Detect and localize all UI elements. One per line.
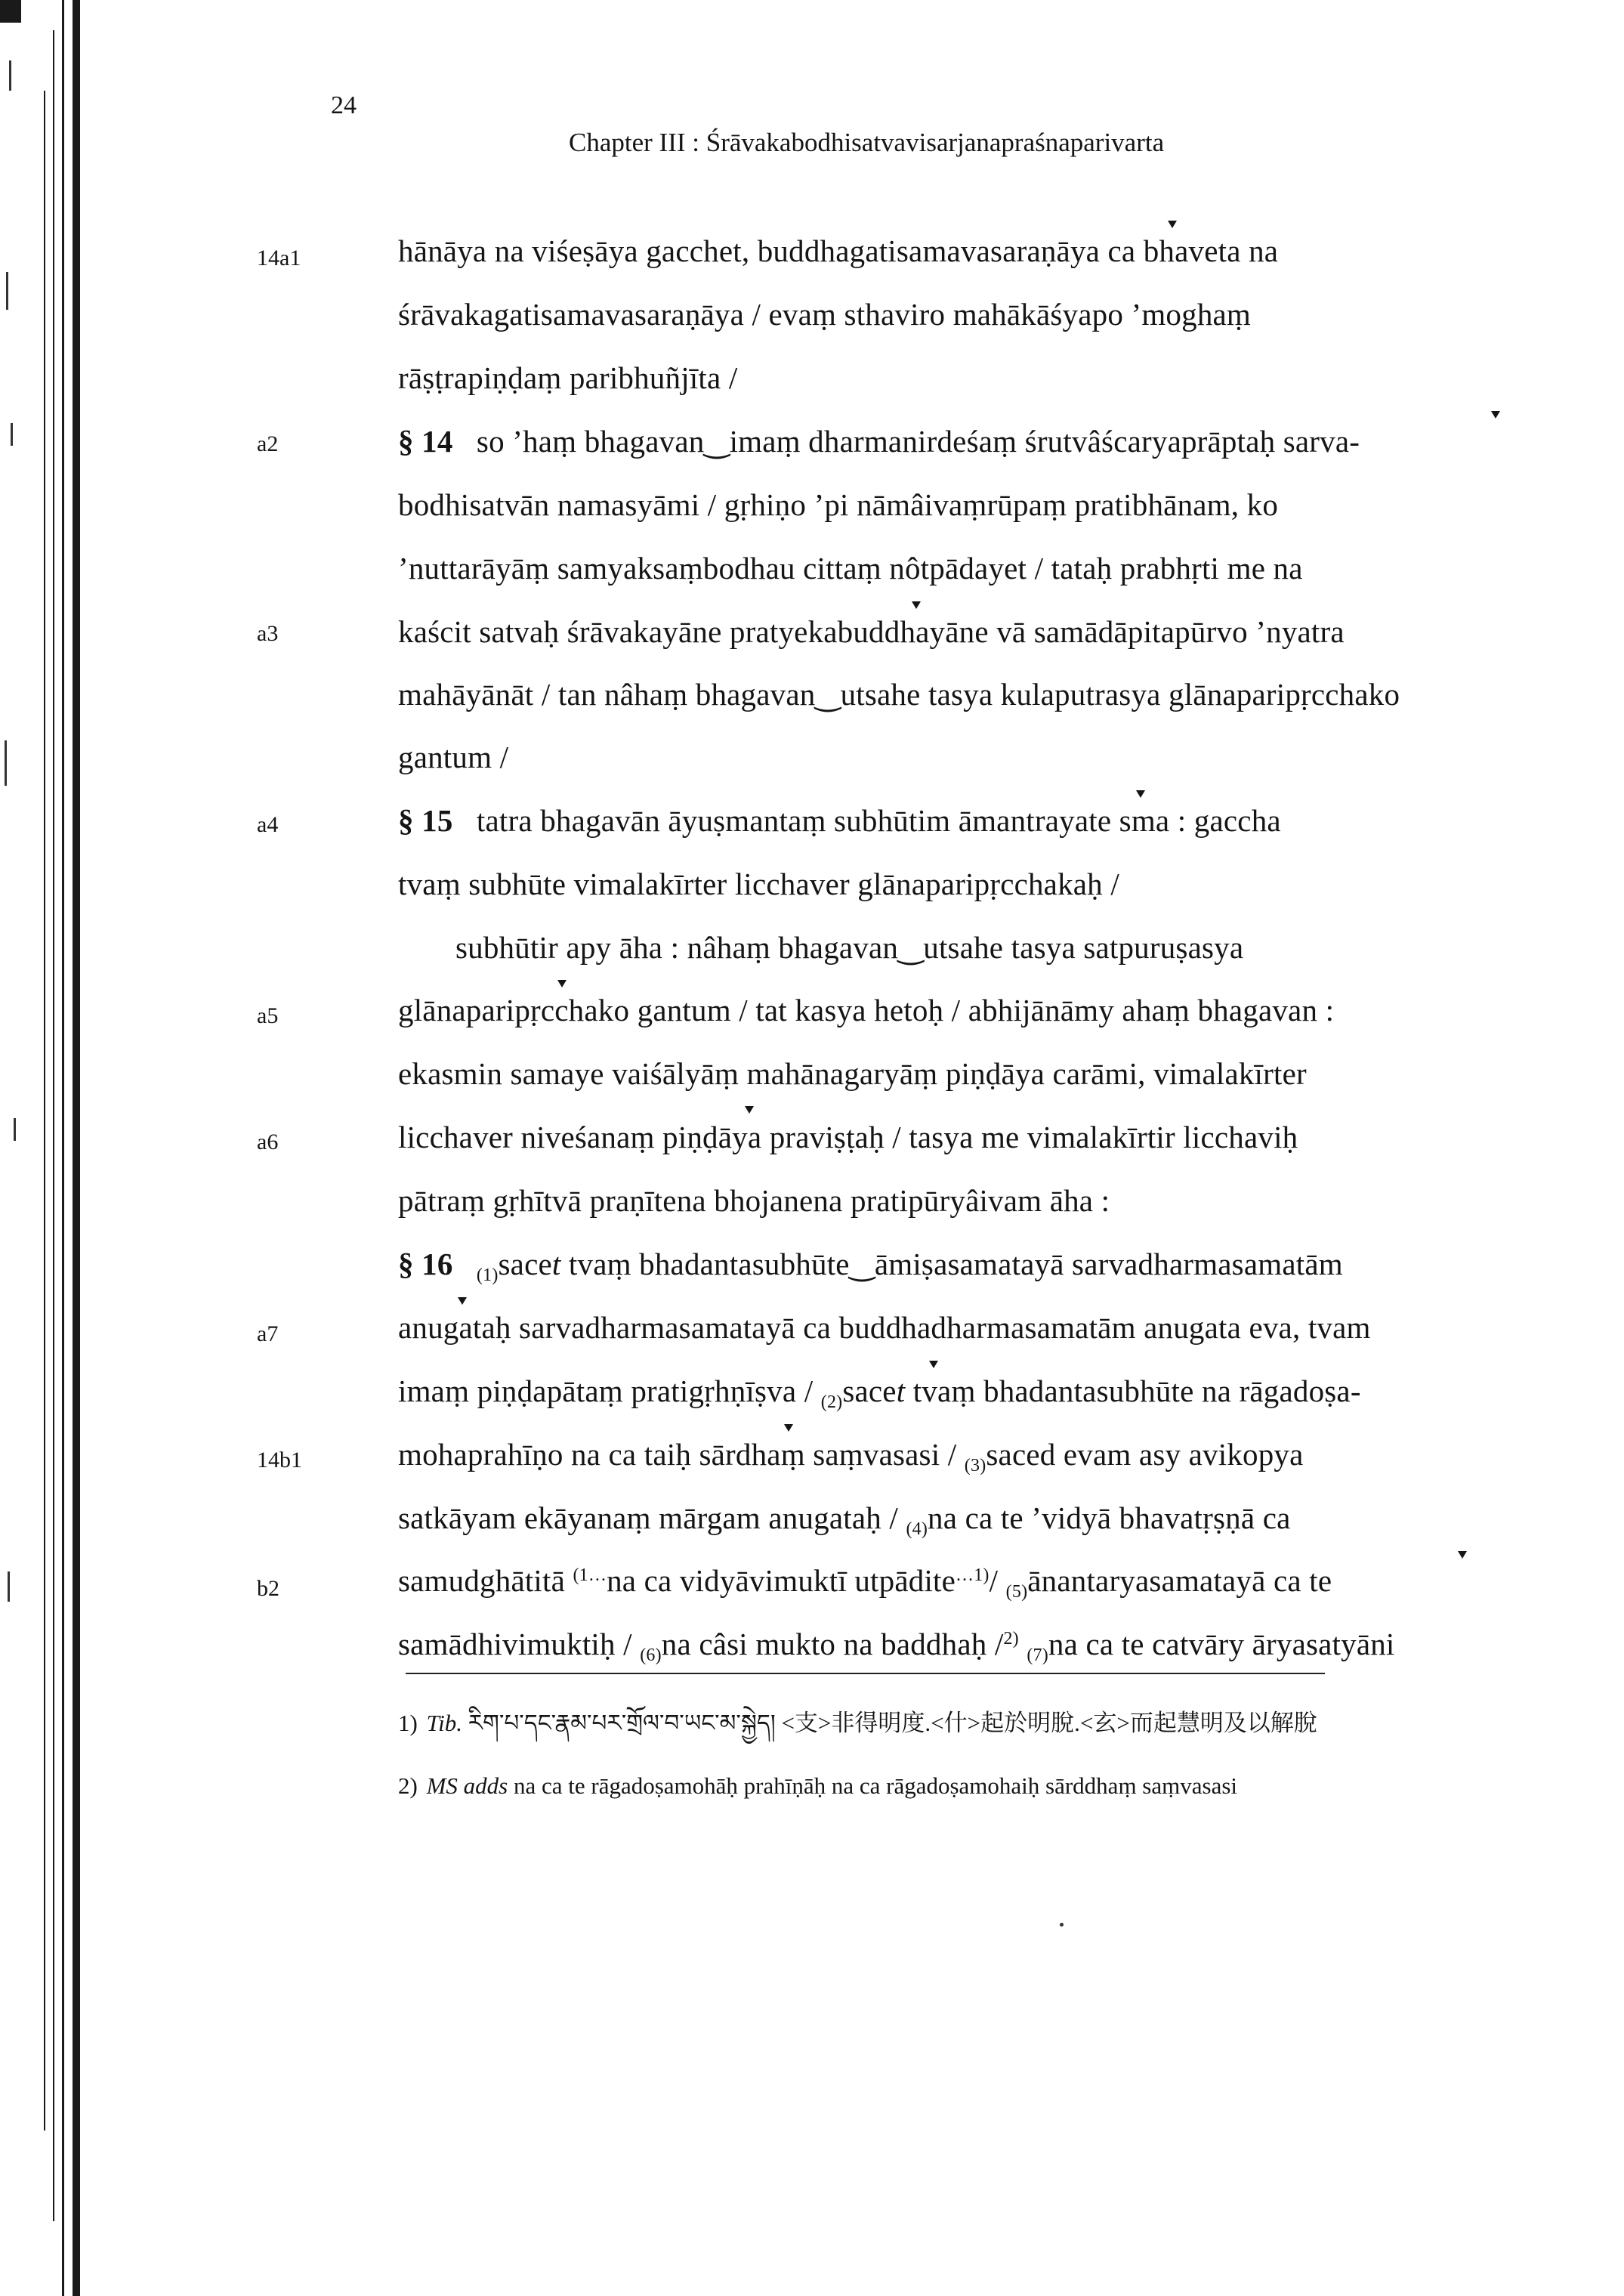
clause-number: (6) <box>640 1646 662 1665</box>
text-line: glānaparipṛcchako gantum / tat kasya hetoḥ / abhijānāmy ahaṃ bhagavan : <box>398 993 1335 1027</box>
margin-ref-14a1: 14a1 <box>257 246 301 270</box>
clause-number: (3) <box>964 1456 986 1476</box>
margin-ref-a6: a6 <box>257 1129 279 1154</box>
editorial-mark <box>784 1424 793 1432</box>
scan-speck <box>1060 1923 1064 1927</box>
page-number: 24 <box>331 91 357 119</box>
clause-number: (2) <box>820 1392 843 1412</box>
text-span: tatra bhagavān āyuṣmantaṃ subhūtim āmantrayate sma : gaccha <box>476 803 1281 838</box>
text-line <box>398 1498 1624 1543</box>
text-span: / <box>989 1563 1006 1598</box>
running-head: Chapter III : Śrāvakabodhisatvavisarjanapraśnaparivarta <box>569 128 1165 157</box>
text-span <box>1019 1627 1027 1661</box>
footnote-marker: 2) <box>1003 1629 1019 1649</box>
margin-ref-a2: a2 <box>257 431 279 456</box>
scan-binding-edge <box>0 0 83 2296</box>
text-line <box>398 1561 1624 1605</box>
text-span: samādhivimuktiḥ / <box>398 1627 641 1661</box>
footnote-chinese: <支>非得明度.<什>起於明脫.<玄>而起慧明及以解脫 <box>781 1710 1317 1736</box>
text-line: śrāvakagatisamavasaraṇāya / evaṃ sthaviro mahākāśyapo ’moghaṃ <box>398 297 1252 332</box>
footnote-label: 2) <box>398 1772 418 1799</box>
text-span: tvaṃ bhadantasubhūte‿āmiṣasamatayā sarvadharmasamatām <box>560 1247 1343 1281</box>
text-line: tvaṃ subhūte vimalakīrter licchaver glānaparipṛcchakaḥ / <box>398 867 1119 901</box>
text-line: kaścit satvaḥ śrāvakayāne pratyekabuddhayāne vā samādāpitapūrvo ’nyatra <box>398 614 1345 649</box>
footnote-source: Tib. <box>426 1710 462 1736</box>
text-line: gantum / <box>398 740 509 774</box>
footnote-rule <box>406 1673 1325 1674</box>
footnote-label: 1) <box>398 1710 418 1736</box>
editorial-mark <box>1491 411 1500 419</box>
editorial-mark <box>458 1297 467 1305</box>
text-line: anugataḥ sarvadharmasamatayā ca buddhadharmasamatām anugata eva, tvam <box>398 1310 1371 1345</box>
margin-ref-a4: a4 <box>257 812 279 837</box>
text-line: rāṣṭrapiṇḍaṃ paribhuñjīta / <box>398 360 738 395</box>
text-line: mahāyānāt / tan nâhaṃ bhagavan‿utsahe tasya kulaputrasya glānaparipṛcchako <box>398 677 1400 712</box>
clause-number: (5) <box>1005 1582 1028 1602</box>
editorial-mark <box>929 1361 938 1368</box>
text-span: t <box>551 1247 561 1281</box>
text-span: saced evam asy avikopya <box>986 1437 1304 1472</box>
text-line <box>398 1371 1624 1416</box>
text-span: na câsi mukto na baddhaḥ / <box>661 1627 1004 1661</box>
text-span: sace <box>498 1247 552 1281</box>
footnote-open-marker: (1… <box>573 1565 607 1585</box>
text-line: licchaver niveśanaṃ piṇḍāya praviṣṭaḥ / tasya me vimalakīrtir licchaviḥ <box>398 1120 1298 1154</box>
margin-ref-a5: a5 <box>257 1003 279 1028</box>
footnote-text: na ca te rāgadoṣamohāḥ prahīṇāḥ na ca rāgadoṣamohaiḥ sārddhaṃ saṃvasasi <box>513 1772 1238 1799</box>
text-line: pātraṃ gṛhītvā praṇītena bhojanena pratipūryâivam āha : <box>398 1183 1110 1218</box>
text-line <box>398 1624 1624 1669</box>
text-span: imaṃ piṇḍapātaṃ pratigṛhṇīṣva / <box>398 1374 821 1408</box>
text-span: na ca te catvāry āryasatyāni <box>1048 1627 1395 1661</box>
editorial-mark <box>557 980 567 987</box>
text-line <box>398 1435 1624 1479</box>
footnote-close-marker: …1) <box>956 1565 990 1585</box>
section-marker: § 16 <box>398 1247 453 1281</box>
editorial-mark <box>1458 1551 1467 1559</box>
section-marker: § 15 <box>398 803 453 838</box>
footnote-1 <box>398 1709 1624 1738</box>
footnote-tibetan: རིག་པ་དང་རྣམ་པར་གྲོལ་བ་ཡང་མ་སྐྱེད། <box>468 1710 776 1736</box>
text-span: t <box>896 1374 906 1408</box>
clause-number: (1) <box>476 1265 499 1285</box>
editorial-mark <box>912 601 921 609</box>
text-span: na ca vidyāvimuktī utpādite <box>607 1563 956 1598</box>
text-line-section-14 <box>398 422 1624 461</box>
text-line: ’nuttarāyāṃ samyaksaṃbodhau cittaṃ nôtpādayet / tataḥ prabhṛti me na <box>398 551 1303 586</box>
text-span: satkāyam ekāyanaṃ mārgam anugataḥ / <box>398 1500 906 1535</box>
text-line-section-16 <box>398 1244 1624 1289</box>
margin-ref-14b1: 14b1 <box>257 1448 302 1472</box>
margin-ref-a7: a7 <box>257 1321 279 1346</box>
text-span: ānantaryasamatayā ca te <box>1027 1563 1332 1598</box>
footnote-source: MS adds <box>426 1772 508 1799</box>
text-span: mohaprahīṇo na ca taiḥ sārdhaṃ saṃvasasi / <box>398 1437 965 1472</box>
text-line-section-15 <box>398 801 1624 840</box>
text-line: hānāya na viśeṣāya gacchet, buddhagatisamavasaraṇāya ca bhaveta na <box>398 233 1279 268</box>
text-line: ekasmin samaye vaiśālyāṃ mahānagaryāṃ piṇḍāya carāmi, vimalakīrter <box>398 1056 1307 1091</box>
margin-ref-b2: b2 <box>257 1576 279 1601</box>
text-line: bodhisatvān namasyāmi / gṛhiṇo ’pi nāmâivaṃrūpaṃ pratibhānam, ko <box>398 487 1279 522</box>
text-span: tvaṃ bhadantasubhūte na rāgadoṣa- <box>905 1374 1361 1408</box>
text-span: na ca te ’vidyā bhavatṛṣṇā ca <box>928 1500 1291 1535</box>
clause-number: (4) <box>906 1519 928 1539</box>
section-marker: § 14 <box>398 424 453 459</box>
margin-ref-a3: a3 <box>257 621 279 646</box>
footnote-2 <box>398 1772 1624 1800</box>
text-line: subhūtir apy āha : nâhaṃ bhagavan‿utsahe tasya satpuruṣasya <box>455 930 1244 965</box>
text-span: samudghātitā <box>398 1563 573 1598</box>
text-span: sace <box>842 1374 897 1408</box>
text-span: so ’haṃ bhagavan‿imaṃ dharmanirdeśaṃ śrutvâścaryaprāptaḥ sarva- <box>476 424 1360 459</box>
editorial-mark <box>745 1106 754 1114</box>
clause-number: (7) <box>1027 1646 1048 1665</box>
editorial-mark <box>1168 221 1177 228</box>
editorial-mark <box>1136 790 1145 798</box>
